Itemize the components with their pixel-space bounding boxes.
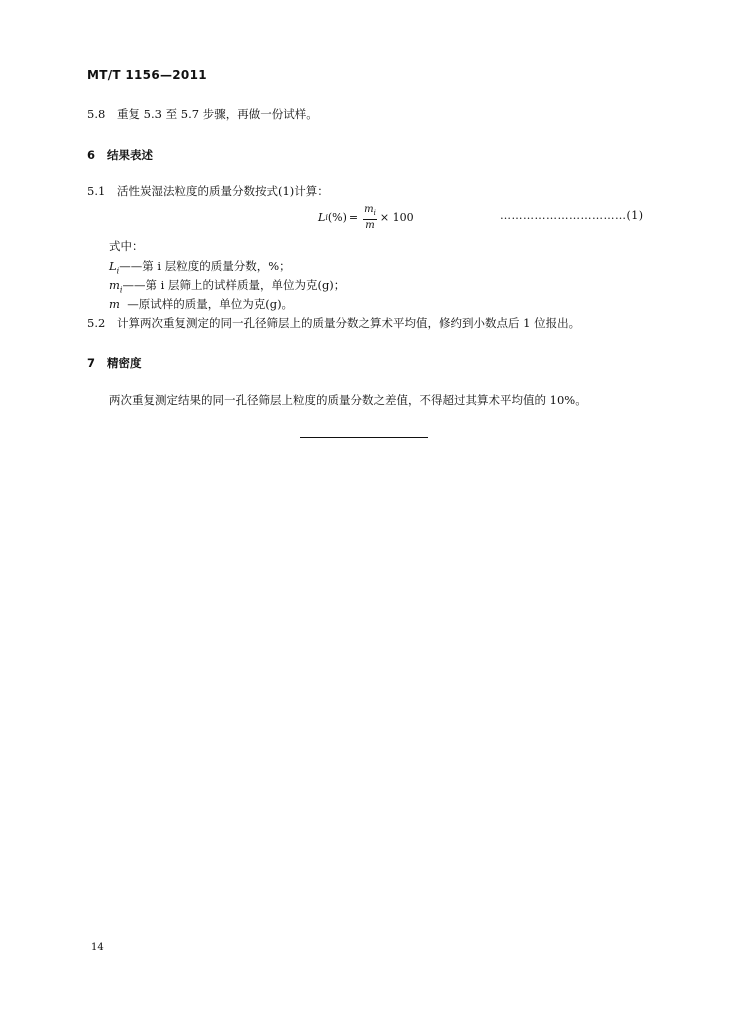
fraction-denominator: m: [365, 220, 375, 231]
fraction-numerator: [363, 204, 377, 220]
where-item: [109, 258, 291, 275]
where-symbol-subscript: i: [116, 266, 120, 276]
where-definition: 原试样的质量，单位为克(g)。: [138, 297, 294, 311]
clause-5-8: [87, 106, 318, 122]
clause-number: 5.8: [87, 107, 106, 121]
equation-number: ……………………………(1): [500, 209, 644, 222]
formula-multiplier: × 100: [379, 211, 414, 224]
where-definition: 第 i 层粒度的质量分数，%；: [142, 259, 291, 273]
where-symbol-subscript: i: [119, 285, 123, 295]
numerator-symbol: m: [364, 204, 374, 215]
section-6-heading: [87, 147, 153, 163]
clause-text: 活性炭湿法粒度的质量分数按式(1)计算：: [117, 184, 329, 198]
clause-text: 重复 5.3 至 5.7 步骤，再做一份试样。: [117, 107, 318, 121]
where-symbol: L: [109, 259, 117, 273]
clause-number: 5.1: [87, 184, 106, 198]
formula-lhs-subscript: i: [325, 213, 328, 222]
clause-6-2: [87, 315, 580, 331]
formula-1: [318, 204, 414, 231]
clause-number: 5.2: [87, 316, 106, 330]
where-intro: 式中：: [109, 239, 144, 253]
precision-paragraph: 两次重复测定结果的同一孔径筛层上粒度的质量分数之差值，不得超过其算术平均值的 10%。: [109, 393, 587, 407]
formula-lhs-unit: (%): [327, 211, 347, 224]
where-symbol: m: [109, 297, 120, 311]
where-item: [109, 277, 345, 294]
section-7-heading: [87, 355, 142, 371]
end-rule: [300, 437, 428, 438]
where-item: [109, 296, 293, 312]
standard-number: MT/T 1156—2011: [87, 68, 207, 82]
section-title: 结果表述: [107, 148, 153, 162]
formula-equals: =: [348, 211, 359, 224]
section-number: 7: [87, 356, 96, 370]
where-definition: 第 i 层筛上的试样质量，单位为克(g)；: [145, 278, 346, 292]
where-dash: ——: [122, 278, 146, 292]
where-dash: ——: [119, 259, 143, 273]
where-symbol: m: [109, 278, 120, 292]
where-dash: —: [119, 297, 139, 311]
numerator-subscript: i: [373, 209, 376, 217]
clause-6-1: [87, 183, 329, 199]
formula-lhs-symbol: L: [318, 211, 326, 224]
section-title: 精密度: [107, 356, 142, 370]
page-number: 14: [91, 942, 104, 953]
formula-fraction: [363, 204, 377, 231]
section-number: 6: [87, 148, 96, 162]
clause-text: 计算两次重复测定的同一孔径筛层上的质量分数之算术平均值，修约到小数点后 1 位报出。: [117, 316, 581, 330]
